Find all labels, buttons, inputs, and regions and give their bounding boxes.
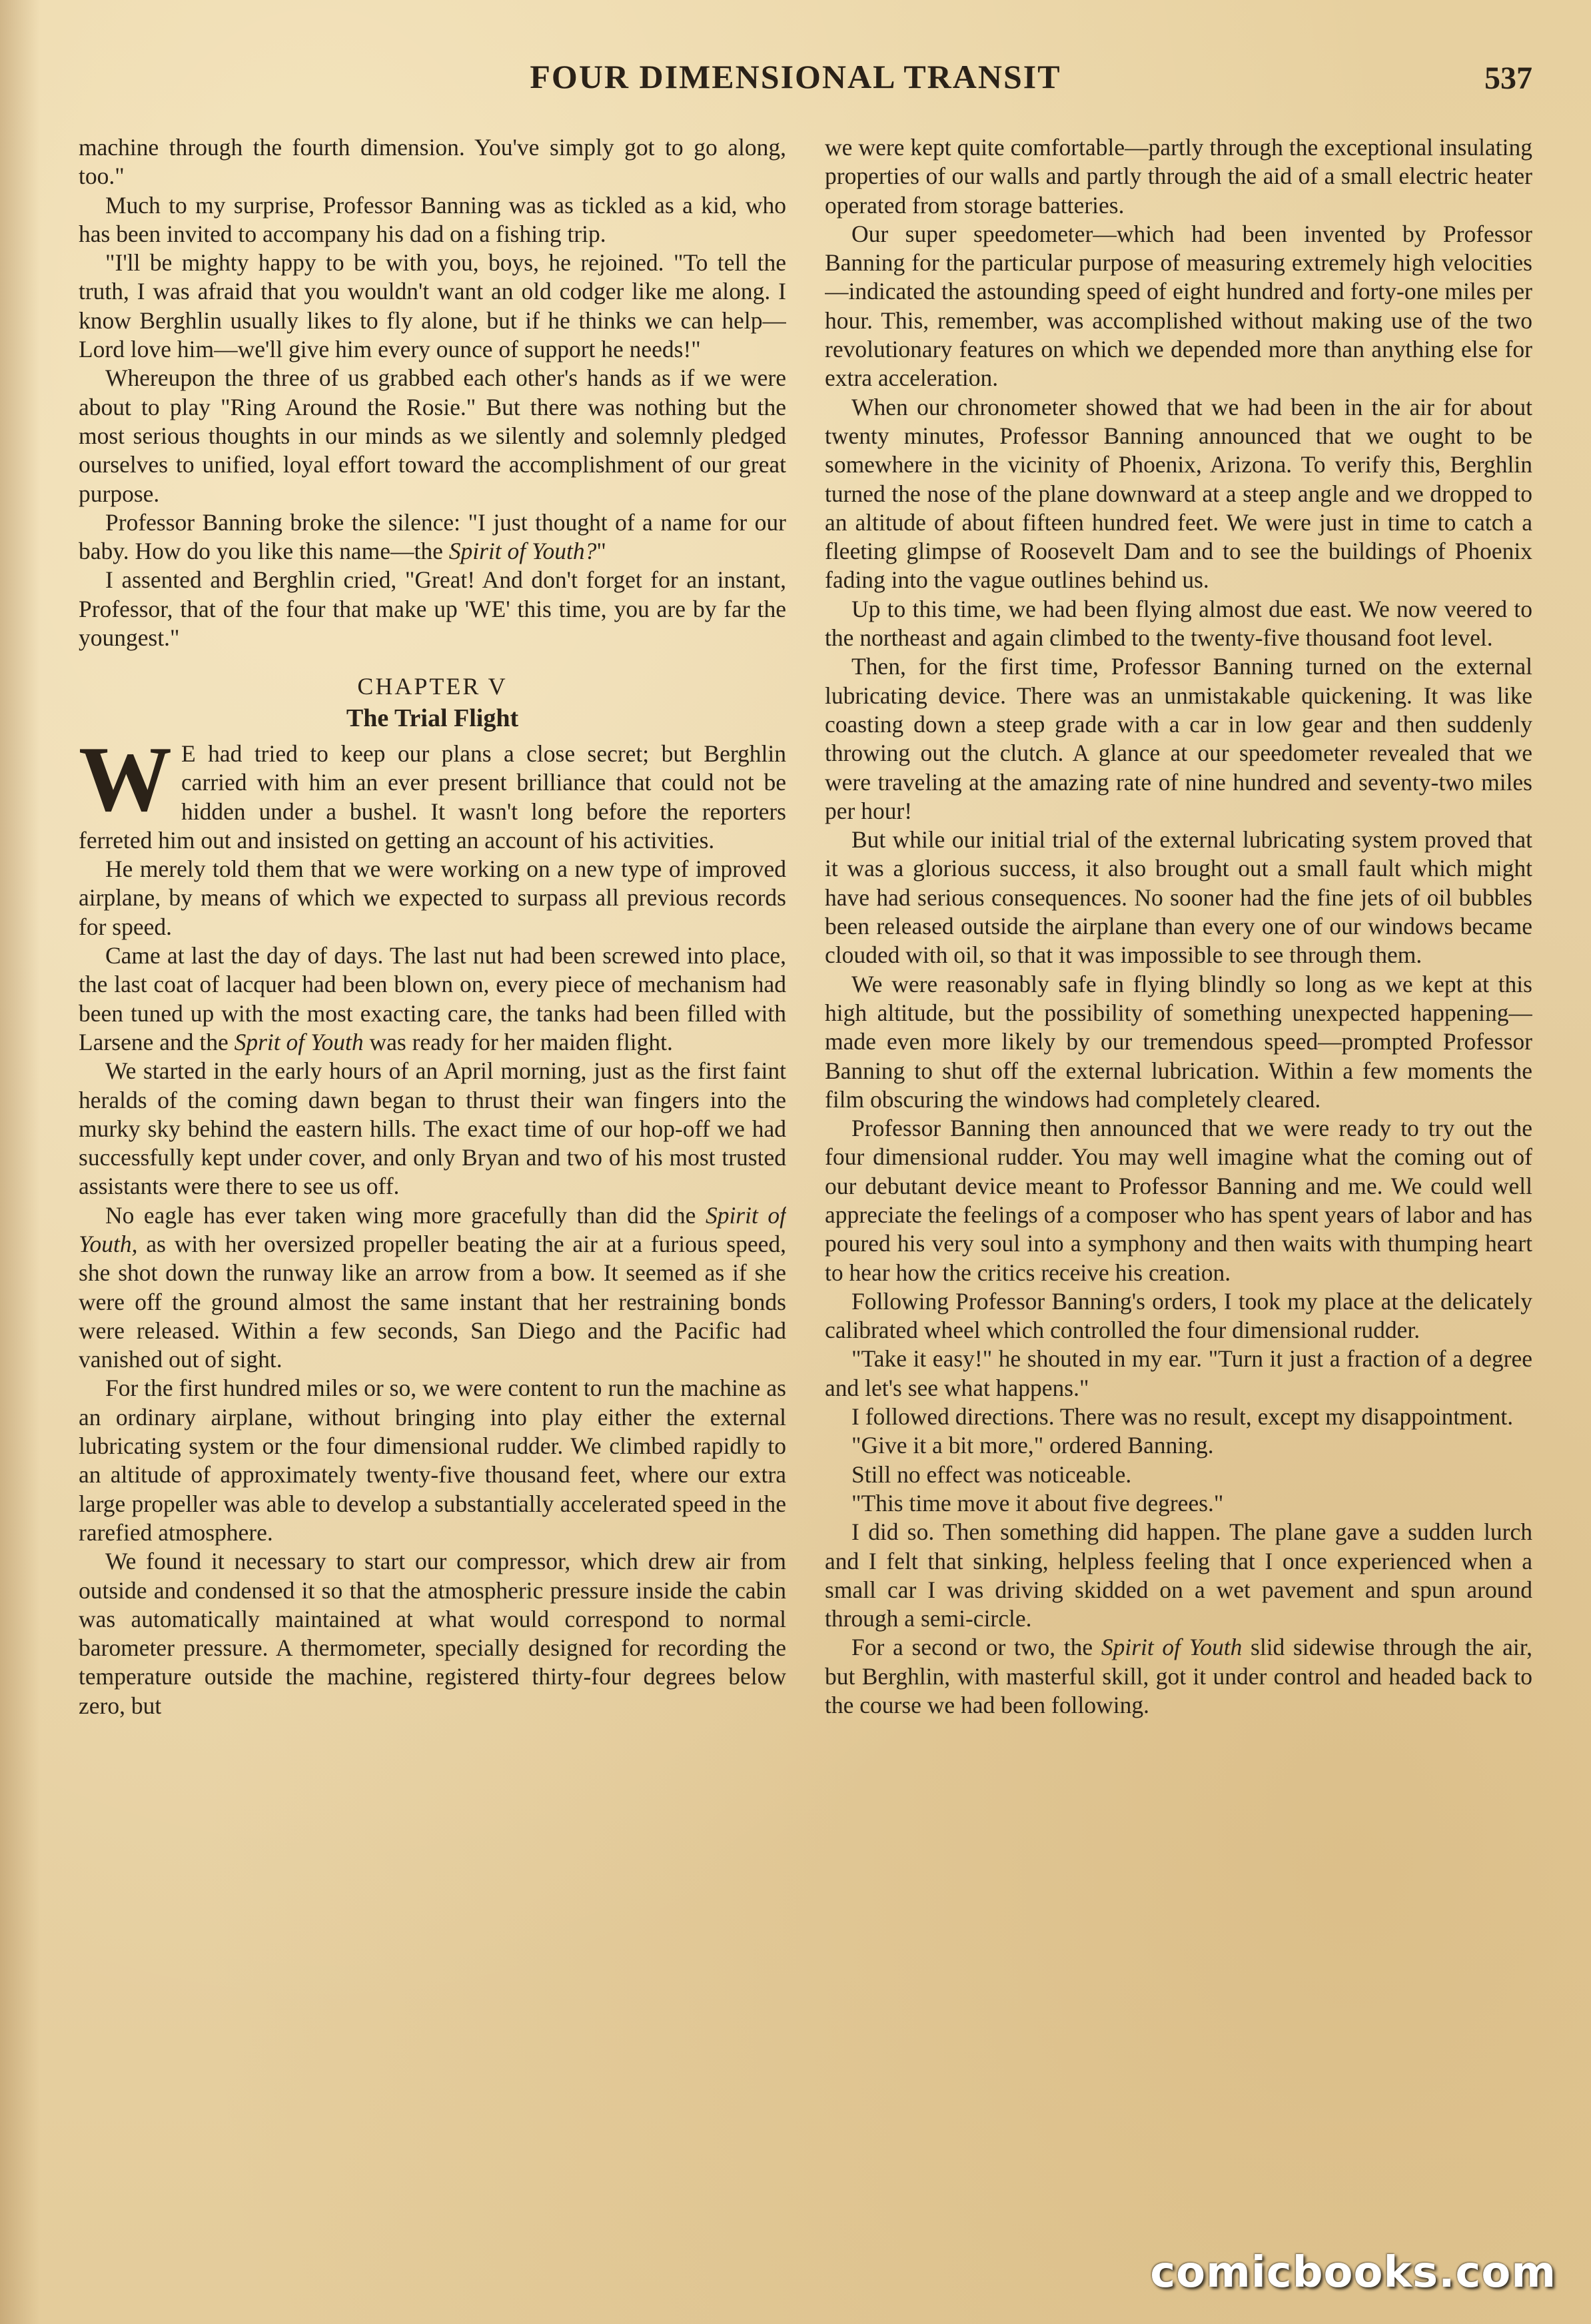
paragraph: I followed directions. There was no result, except my disappointment. <box>851 1403 1514 1431</box>
text-run: slid sidewise through the air, but Berghlin, with masterful skill, got it under control and headed back to the course we had been following. <box>825 1634 1532 1719</box>
ship-name: Spirit of Youth? <box>448 538 597 565</box>
text-run: E had tried to keep our plans a close secret; but Berghlin carried with him an ever present brilliance that could not be hidden under a bushel. It wasn't long before the reporters ferreted him out and insisted on getting an account of his activities. <box>79 740 786 854</box>
right-column <box>825 133 1532 2219</box>
paragraph: "This time move it about five degrees." <box>851 1489 1224 1516</box>
paragraph: "Give it a bit more," ordered Banning. <box>851 1432 1214 1459</box>
paragraph <box>79 508 786 566</box>
paragraph <box>79 941 786 1057</box>
watermark: comicbooks.com <box>1150 2248 1556 2297</box>
text-run: " <box>596 538 606 565</box>
running-head <box>0 57 1591 117</box>
paragraph: "Take it easy!" he shouted in my ear. "Turn it just a fraction of a degree and let's see what happens." <box>825 1345 1532 1401</box>
ship-name: Spirit of Youth <box>1101 1634 1243 1661</box>
paragraph: we were kept quite comfortable—partly through the exceptional insulating properties of our walls and partly through the aid of a small electric heater operated from storage batteries. <box>825 134 1532 219</box>
paragraph <box>79 727 786 855</box>
paragraph: Much to my surprise, Professor Banning was as tickled as a kid, who has been invited to accompany his dad on a fishing trip. <box>79 191 786 247</box>
paragraph: He merely told them that we were working on a new type of improved airplane, by means of which we expected to surpass all previous records for speed. <box>79 856 786 940</box>
paragraph: Whereupon the three of us grabbed each other's hands as if we were about to play "Ring Around the Rosie." But there was nothing but the most serious thoughts in our minds as we silently and solemnly pledged ourselves to unified, loyal effort toward the accomplishment of our great purpose. <box>79 364 786 507</box>
page-edge-shadow <box>0 0 40 2324</box>
ship-name: Spirit of Youth, <box>79 1201 786 1257</box>
text-run: Came at last the day of days. The last nut had been screwed into place, the last coat of lacquer had been blown on, every piece of mechanism had been tuned up with the most exacting care, the tanks had been filled with Larsene and the <box>79 942 786 1055</box>
drop-cap: W <box>79 727 172 831</box>
paragraph: I assented and Berghlin cried, "Great! And don't forget for an instant, Professor, that of the four that make up 'WE' this time, you are by far the youngest." <box>79 566 786 652</box>
chapter-title: The Trial Flight <box>346 704 519 732</box>
chapter-heading: CHAPTER V <box>357 673 508 700</box>
paragraph: Then, for the first time, Professor Banning turned on the external lubricating device. There was an unmistakable quickening. It was like coasting down a steep grade with a car in low gear and then suddenly throwing out the clutch. A glance at our speedometer revealed that we were traveling at the amazing rate of nine hundred and seventy-two miles per hour! <box>825 653 1532 824</box>
paragraph: Following Professor Banning's orders, I took my place at the delicately calibrated wheel which controlled the four dimensional rudder. <box>825 1287 1532 1344</box>
paragraph: When our chronometer showed that we had been in the air for about twenty minutes, Professor Banning announced that we ought to be somewhere in the vicinity of Phoenix, Arizona. To verify this, Berghlin turned the nose of the plane downward at a steep angle and we dropped to an altitude of about fifteen hundred feet. We were just in time to catch a fleeting glimpse of Roosevelt Dam and to see the buildings of Phoenix fading into the vague outlines behind us. <box>825 393 1532 594</box>
paragraph: We started in the early hours of an April morning, just as the first faint heralds of the coming dawn began to thrust their wan fingers into the murky sky behind the eastern hills. The exact time of our hop-off we had successfully kept under cover, and only Bryan and two of his most trusted assistants were there to see us off. <box>79 1057 786 1200</box>
left-column <box>79 133 786 2219</box>
paragraph: Professor Banning then announced that we were ready to try out the four dimensional rudder. You may well imagine what the coming out of our debutant device meant to Professor Banning and me. We could well appreciate the feelings of a composer who has spent years of labor and has poured his very soul into a symphony and then waits with thumping heart to hear how the critics receive his creation. <box>825 1115 1532 1286</box>
paragraph: We were reasonably safe in flying blindly so long as we kept at this high altitude, but the possibility of something unexpected happening—made even more likely by our tremendous speed—prompted Professor Banning to shut off the external lubrication. Within a few moments the film obscuring the windows had completely cleared. <box>825 970 1532 1113</box>
text-run: as with her oversized propeller beating the air at a furious speed, she shot down the runway like an arrow from a bow. It seemed as if she were off the ground almost the same instant that her restraining bonds were released. Within a few seconds, San Diego and the Pacific had vanished out of sight. <box>79 1230 786 1373</box>
text-run: Professor Banning broke the silence: "I just thought of a name for our baby. How do you like this name—the <box>79 508 786 565</box>
paragraph: Our super speedometer—which had been invented by Professor Banning for the particular purpose of measuring extremely high velocities—indicated the astounding speed of eight hundred and forty-one miles per hour. This, remember, was accomplished without making use of the two revolutionary features on which we depended more than anything else for extra acceleration. <box>825 220 1532 392</box>
paragraph <box>825 1633 1532 1720</box>
paragraph: machine through the fourth dimension. You've simply got to go along, too." <box>79 134 786 190</box>
paragraph: Up to this time, we had been flying almost due east. We now veered to the northeast and again climbed to the twenty-five thousand foot level. <box>825 595 1532 652</box>
text-run: For a second or two, the <box>851 1634 1101 1661</box>
text-run: was ready for her maiden flight. <box>363 1028 673 1055</box>
paragraph <box>79 1201 786 1375</box>
paragraph: I did so. Then something did happen. The plane gave a sudden lurch and I felt that sinking, helpless feeling that I once experienced when a small car I was driving skidded on a wet pavement and spun around through a semi-circle. <box>825 1518 1532 1632</box>
running-title: FOUR DIMENSIONAL TRANSIT <box>530 58 1061 95</box>
paragraph: For the first hundred miles or so, we were content to run the machine as an ordinary airplane, without bringing into play either the external lubricating system or the four dimensional rudder. We climbed rapidly to an altitude of approximately twenty-five thousand feet, where our extra large propeller was able to develop a substantially accelerated speed in the rarefied atmosphere. <box>79 1375 786 1546</box>
paragraph: "I'll be mighty happy to be with you, boys, he rejoined. "To tell the truth, I was afraid that you wouldn't want an old codger like me along. I know Berghlin usually likes to fly alone, but if he thinks we can help—Lord love him—we'll give him every ounce of support he needs!" <box>79 249 786 363</box>
paragraph: Still no effect was noticeable. <box>851 1460 1132 1488</box>
ship-name: Sprit of Youth <box>234 1028 364 1055</box>
paragraph: We found it necessary to start our compressor, which drew air from outside and condensed it so that the atmospheric pressure inside the cabin was automatically maintained at what would correspond to normal barometer pressure. A thermometer, specially designed for recording the temperature outside the machine, registered thirty-four degrees below zero, but <box>79 1548 786 1719</box>
text-run: No eagle has ever taken wing more gracefully than did the <box>105 1201 706 1229</box>
paragraph: But while our initial trial of the external lubricating system proved that it was a glorious success, it also brought out a small fault which might have had serious consequences. No sooner had the fine jets of oil bubbles been released outside the airplane than every one of our windows became clouded with oil, so that it was impossible to see through them. <box>825 826 1532 969</box>
page-number: 537 <box>1484 61 1532 96</box>
